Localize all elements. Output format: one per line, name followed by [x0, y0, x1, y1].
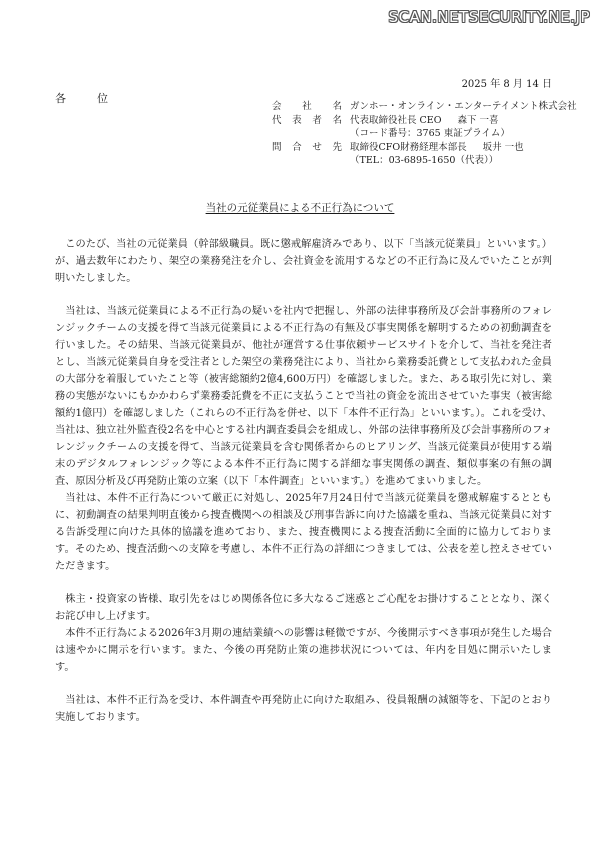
paragraph: 当社は、本件不正行為を受け、本件調査や再発防止に向けた取組み、役員報酬の減額等を、下記のとおり実施しております。	[55, 695, 552, 723]
document-title-text: 当社の元従業員による不正行為について	[205, 202, 395, 214]
watermark: SCAN.NETSECURITY.NE.JP	[388, 8, 590, 26]
company-label: 会 社 名	[272, 101, 342, 112]
contact-row	[272, 141, 577, 155]
document-date: 2025 年 8 月 14 日	[461, 79, 552, 90]
company-name: ガンホー・オンライン・エンターテイメント株式会社	[350, 101, 577, 112]
paragraph: 当社は、当該元従業員による不正行為の疑いを社内で把握し、外部の法律事務所及び会計事務所のフォレンジックチームの支援を得て当該元従業員による不正行為の有無及び事実関係を解明するための初動調査を行いました。その結果、当該元従業員が、他社が運営する仕事依頼サービスサイトを介して、当社を発注者とし、当該元従業員自身を受注者とした架空の業務発注により、当社から業務委託費として支払われた金員の大部分を着服していたこと等（被害総額約2億4,600万円）を確認しました。また、ある取引先に対し、業務の実態がないにもかかわらず業務委託費を不正に支払うことで当社の資金を流出させていた事実（被害総額約1億円）を確認しました（これらの不正行為を併せ、以下「本件不正行為」といいます。）。これを受け、当社は、独立社外監査役2名を中心とする社内調査委員会を組成し、外部の法律事務所及び会計事務所のフォレンジックチームの支援を得て、当該元従業員を含む関係者からのヒアリング、当該元従業員が使用する端末のデジタルフォレンジック等による本件不正行為に関する詳細な事実関係の調査、類似事案の有無の調査、原因分析及び再発防止策の立案（以下「本件調査」といいます。）を進めてまいりました。	[55, 306, 552, 487]
paragraph: 当社は、本件不正行為について厳正に対処し、2025年7月24日付で当該元従業員を懲戒解雇するとともに、初動調査の結果判明直後から捜査機関への相談及び刑事告訴に向けた協議を重ね、当該元従業員に対する告訴受理に向けた具体的協議を進めており、また、捜査機関による捜査活動に全面的に協力しております。そのため、捜査活動への支障を考慮し、本件不正行為の詳細につきましては、公表を差し控えさせていただきます。	[55, 493, 552, 572]
representative-name: 森下 一喜	[457, 114, 499, 126]
contact-tel: （TEL：03-6895-1650（代表））	[350, 155, 499, 167]
contact-title: 取締役CFO財務経理本部長	[350, 141, 467, 153]
paragraph: 株主・投資家の皆様、取引先をはじめ関係各位に多大なるご迷惑とご心配をお掛けすることとなり、深くお詫び申し上げます。	[55, 594, 552, 622]
representative-title: 代表取締役社長 CEO	[350, 114, 442, 126]
contact-name: 坂井 一也	[482, 141, 524, 153]
company-row	[272, 100, 577, 114]
representative-label: 代 表 者 名	[272, 114, 342, 126]
representative-row	[272, 114, 577, 128]
recipient: 各 位	[55, 92, 118, 105]
paragraph: 本件不正行為による2026年3月期の連結業績への影響は軽微ですが、今後開示すべき事項が発生した場合は速やかに開示を行います。また、今後の再発防止策の進捗状況については、年内を目処に開示いたします。	[55, 628, 552, 673]
paragraph: このたび、当社の元従業員（幹部級職員。既に懲戒解雇済みであり、以下「当該元従業員」といいます。）が、過去数年にわたり、架空の業務発注を介し、会社資金を流用するなどの不正行為に及んでいたことが判明いたしました。	[55, 239, 552, 284]
document-title	[0, 200, 600, 215]
document-body	[55, 236, 552, 726]
contact-label: 問 合 せ 先	[272, 141, 342, 153]
stock-code: （コード番号：3765 東証プライム）	[350, 128, 510, 140]
sender-block	[272, 100, 577, 168]
